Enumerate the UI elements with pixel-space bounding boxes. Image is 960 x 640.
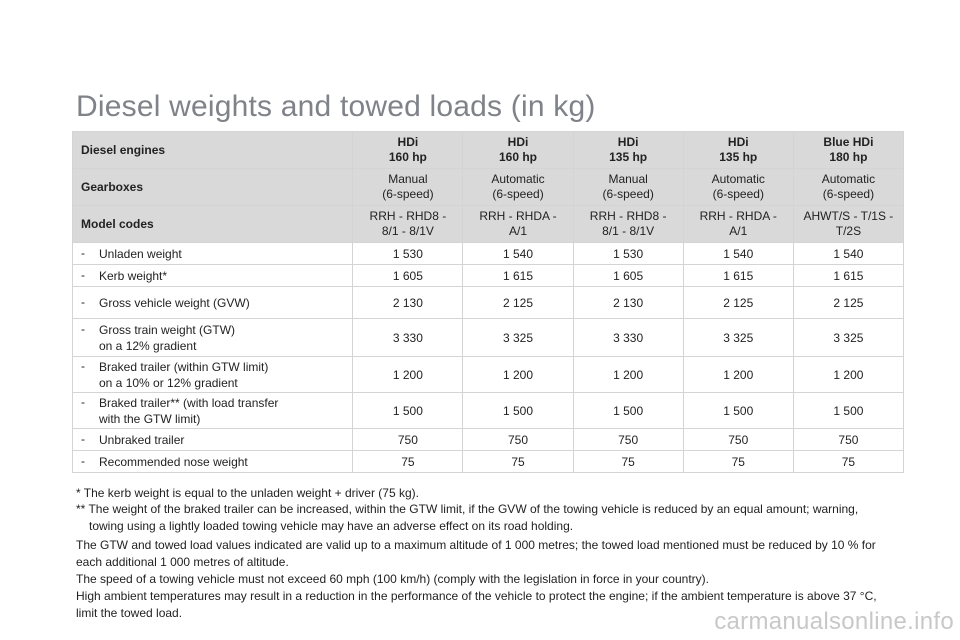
header-cell xyxy=(463,132,573,169)
header-cell-line: RRH - RHDA - xyxy=(699,209,777,223)
value-cell: 3 325 xyxy=(463,319,573,357)
header-cell xyxy=(353,206,463,243)
value-cell: 2 125 xyxy=(683,287,793,319)
value-cell: 750 xyxy=(573,429,683,451)
table-row xyxy=(73,243,904,265)
value-cell: 75 xyxy=(793,451,903,473)
header-cell xyxy=(683,132,793,169)
value-cell: 75 xyxy=(683,451,793,473)
weights-table xyxy=(72,131,904,473)
row-label-line: Kerb weight* xyxy=(99,268,168,283)
header-cell-line: A/1 xyxy=(509,224,528,238)
value-cell: 1 530 xyxy=(353,243,463,265)
value-cell: 1 200 xyxy=(793,357,903,393)
header-cell-line: Automatic xyxy=(711,172,765,186)
paragraph-line: The GTW and towed load values indicated are valid up to a maximum altitude of 1 000 metres; the towed load mentioned must be reduced by 10 % for xyxy=(76,538,876,552)
row-label-line: Recommended nose weight xyxy=(99,454,248,469)
header-cell xyxy=(463,169,573,206)
header-cell-line: (6-speed) xyxy=(492,187,544,201)
value-cell: 1 500 xyxy=(573,393,683,429)
row-label xyxy=(73,265,353,287)
value-cell: 2 130 xyxy=(353,287,463,319)
row-label-line: Braked trailer (within GTW limit) xyxy=(99,359,269,374)
value-cell: 1 500 xyxy=(793,393,903,429)
value-cell: 2 125 xyxy=(793,287,903,319)
value-cell: 3 325 xyxy=(683,319,793,357)
header-cell-line: 135 hp xyxy=(719,150,758,164)
table-row xyxy=(73,357,904,393)
value-cell: 1 200 xyxy=(683,357,793,393)
header-cell-line: 135 hp xyxy=(609,150,648,164)
value-cell: 750 xyxy=(463,429,573,451)
value-cell: 1 200 xyxy=(353,357,463,393)
header-cell xyxy=(793,206,903,243)
header-cell-line: Automatic xyxy=(491,172,545,186)
value-cell: 750 xyxy=(683,429,793,451)
header-cell-line: HDi xyxy=(727,135,749,149)
row-label-text xyxy=(99,395,278,427)
value-cell: 1 200 xyxy=(573,357,683,393)
header-cell-line: Manual xyxy=(388,172,428,186)
header-cell-line: RRH - RHDA - xyxy=(479,209,557,223)
value-cell: 3 330 xyxy=(573,319,683,357)
row-label xyxy=(73,357,353,393)
watermark-logo: carmanualsonline.info xyxy=(714,608,954,635)
header-cell-line: Manual xyxy=(608,172,648,186)
header-cell xyxy=(353,169,463,206)
value-cell: 3 330 xyxy=(353,319,463,357)
value-cell: 2 130 xyxy=(573,287,683,319)
header-cell xyxy=(463,206,573,243)
bullet-dash: - xyxy=(81,394,85,409)
row-label xyxy=(73,451,353,473)
value-cell: 1 615 xyxy=(683,265,793,287)
table-row xyxy=(73,265,904,287)
header-cell-line: (6-speed) xyxy=(822,187,875,201)
footnote-kerb-weight: * The kerb weight is equal to the unladen weight + driver (75 kg). xyxy=(76,486,419,500)
value-cell: 75 xyxy=(353,451,463,473)
header-row-label: Gearboxes xyxy=(73,169,353,206)
header-cell-line: 8/1 - 8/1V xyxy=(381,224,434,238)
row-label-text xyxy=(99,322,235,354)
row-label-text xyxy=(99,295,250,311)
row-label xyxy=(73,243,353,265)
value-cell: 75 xyxy=(573,451,683,473)
header-row xyxy=(73,206,904,243)
header-cell-line: (6-speed) xyxy=(712,187,764,201)
bullet-dash: - xyxy=(81,267,85,282)
header-cell-line: AHWT/S - T/1S - xyxy=(803,209,894,223)
header-cell-line: Automatic xyxy=(821,172,876,186)
row-label xyxy=(73,287,353,319)
row-label-line: Braked trailer** (with load transfer xyxy=(99,395,279,410)
value-cell: 1 200 xyxy=(463,357,573,393)
header-cell-line: HDi xyxy=(507,135,529,149)
paragraph-line: limit the towed load. xyxy=(76,606,183,620)
header-cell-line: HDi xyxy=(617,135,639,149)
value-cell: 1 540 xyxy=(793,243,903,265)
row-label xyxy=(73,429,353,451)
row-label-line: Unladen weight xyxy=(99,246,182,261)
header-row xyxy=(73,169,904,206)
value-cell: 1 530 xyxy=(573,243,683,265)
row-label-text xyxy=(99,359,268,391)
value-cell: 1 540 xyxy=(463,243,573,265)
table-row xyxy=(73,451,904,473)
bullet-dash: - xyxy=(81,245,85,260)
header-cell-line: 160 hp xyxy=(499,150,538,164)
header-cell-line: (6-speed) xyxy=(602,187,654,201)
header-cell-line: A/1 xyxy=(729,224,748,238)
header-cell xyxy=(793,132,903,169)
header-cell xyxy=(793,169,903,206)
header-cell-line: HDi xyxy=(397,135,419,149)
header-cell xyxy=(573,169,683,206)
value-cell: 750 xyxy=(353,429,463,451)
header-cell xyxy=(683,169,793,206)
value-cell: 750 xyxy=(793,429,903,451)
header-cell-line: 8/1 - 8/1V xyxy=(602,224,655,238)
footnote-braked-line-2: towing using a lightly loaded towing vehicle may have an adverse effect on its road holding. xyxy=(89,519,574,533)
page-title: Diesel weights and towed loads (in kg) xyxy=(76,90,596,123)
row-label-line: Gross vehicle weight (GVW) xyxy=(99,295,250,310)
row-label-text xyxy=(99,268,167,284)
header-cell-line: (6-speed) xyxy=(382,187,434,201)
header-cell xyxy=(353,132,463,169)
value-cell: 1 605 xyxy=(573,265,683,287)
header-cell xyxy=(573,206,683,243)
value-cell: 2 125 xyxy=(463,287,573,319)
header-row-label: Diesel engines xyxy=(73,132,353,169)
header-cell-line: 180 hp xyxy=(829,150,868,164)
row-label xyxy=(73,393,353,429)
row-label-text xyxy=(99,246,182,262)
header-cell-line: Blue HDi xyxy=(823,135,874,149)
bullet-dash: - xyxy=(81,358,85,373)
header-cell xyxy=(683,206,793,243)
weights-table-body xyxy=(73,132,904,473)
header-cell-line: T/2S xyxy=(835,224,862,238)
table-row xyxy=(73,393,904,429)
row-label-line: on a 10% or 12% gradient xyxy=(99,375,238,390)
table-row xyxy=(73,287,904,319)
bullet-dash: - xyxy=(81,294,85,309)
row-label-line: on a 12% gradient xyxy=(99,338,197,353)
row-label-text xyxy=(99,432,184,448)
value-cell: 1 500 xyxy=(353,393,463,429)
header-cell-line: RRH - RHD8 - xyxy=(369,209,447,223)
table-row xyxy=(73,429,904,451)
row-label-line: with the GTW limit) xyxy=(99,411,201,426)
header-row-label: Model codes xyxy=(73,206,353,243)
value-cell: 3 325 xyxy=(793,319,903,357)
value-cell: 1 500 xyxy=(463,393,573,429)
value-cell: 75 xyxy=(463,451,573,473)
row-label xyxy=(73,319,353,357)
header-cell-line: 160 hp xyxy=(388,150,427,164)
value-cell: 1 605 xyxy=(353,265,463,287)
paragraph-line: The speed of a towing vehicle must not exceed 60 mph (100 km/h) (comply with the legislation in force in your country). xyxy=(76,572,709,586)
header-cell xyxy=(573,132,683,169)
row-label-line: Gross train weight (GTW) xyxy=(99,322,236,337)
value-cell: 1 500 xyxy=(683,393,793,429)
bullet-dash: - xyxy=(81,453,85,468)
row-label-text xyxy=(99,454,248,470)
row-label-line: Unbraked trailer xyxy=(99,432,185,447)
paragraph-line: each additional 1 000 metres of altitude. xyxy=(76,555,289,569)
bullet-dash: - xyxy=(81,321,85,336)
footnote-braked-trailer xyxy=(76,501,896,535)
table-row xyxy=(73,319,904,357)
value-cell: 1 615 xyxy=(793,265,903,287)
bullet-dash: - xyxy=(81,431,85,446)
value-cell: 1 540 xyxy=(683,243,793,265)
paragraph-line: High ambient temperatures may result in a reduction in the performance of the vehicle to protect the engine; if the ambient temperature is above 37 °C, xyxy=(76,589,877,603)
footnote-braked-line-1: ** The weight of the braked trailer can be increased, within the GTW limit, if the GVW of the towing vehicle is reduced by an equal amount; warning, xyxy=(76,502,859,516)
header-row xyxy=(73,132,904,169)
value-cell: 1 615 xyxy=(463,265,573,287)
header-cell-line: RRH - RHD8 - xyxy=(589,209,667,223)
